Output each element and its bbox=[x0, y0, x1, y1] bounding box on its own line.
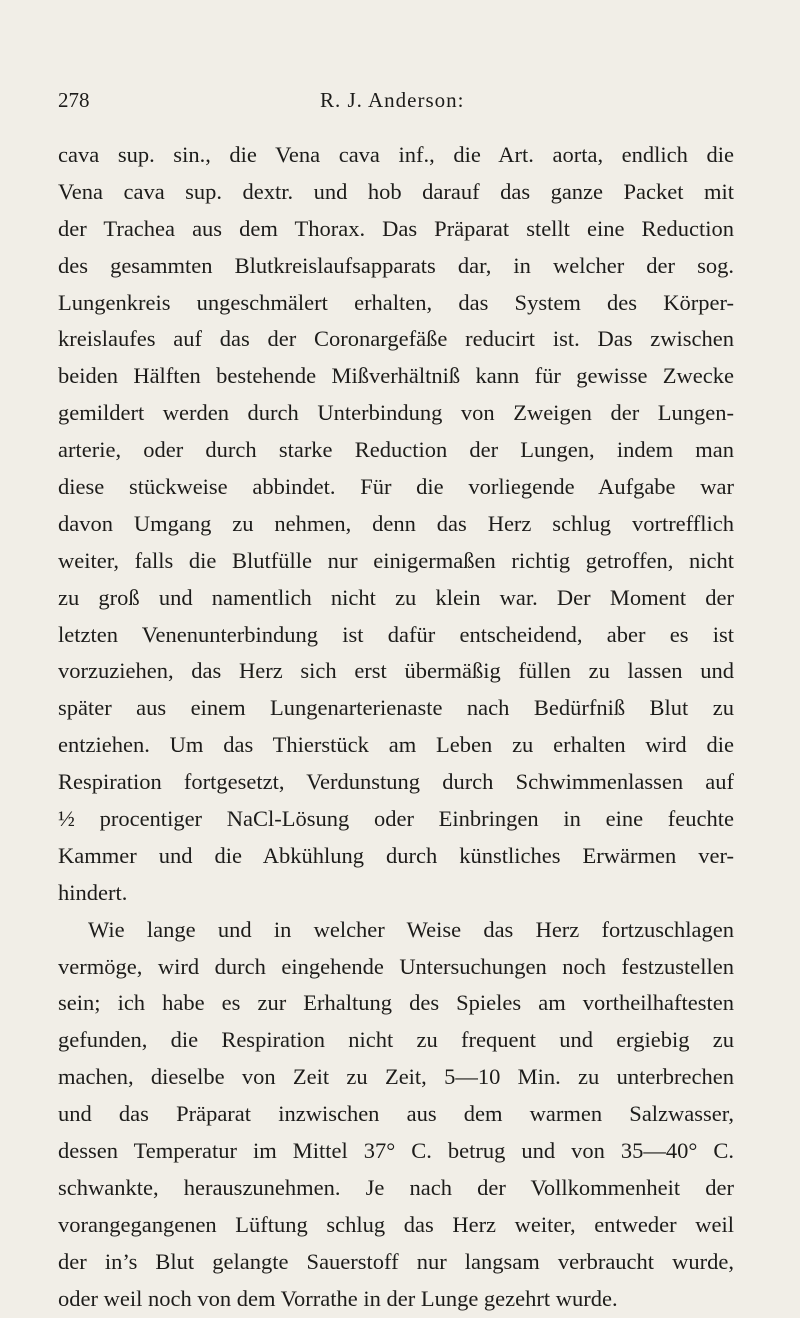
text-line: ½ procentiger NaCl-Lösung oder Einbringen in eine feuchte bbox=[58, 806, 734, 832]
text-line: Lungenkreis ungeschmälert erhalten, das System des Körper- bbox=[58, 289, 734, 315]
text-line: diese stückweise abbindet. Für die vorliegende Aufgabe war bbox=[58, 474, 734, 500]
text-line: Wie lange und in welcher Weise das Herz fortzuschlagen bbox=[88, 916, 734, 942]
text-line: schwankte, herauszunehmen. Je nach der Vollkommenheit der bbox=[58, 1174, 734, 1200]
text-line: der in’s Blut gelangte Sauerstoff nur langsam verbraucht wurde, bbox=[58, 1248, 734, 1274]
text-line: gefunden, die Respiration nicht zu frequent und ergiebig zu bbox=[58, 1027, 734, 1053]
text-line: sein; ich habe es zur Erhaltung des Spieles am vortheilhaftesten bbox=[58, 990, 734, 1016]
page-header bbox=[58, 88, 734, 116]
text-line: und das Präparat inzwischen aus dem warmen Salzwasser, bbox=[58, 1101, 734, 1127]
text-line: hindert. bbox=[58, 879, 128, 905]
text-line: des gesammten Blutkreislaufsapparats dar, in welcher der sog. bbox=[58, 252, 734, 278]
text-line: vorzuziehen, das Herz sich erst übermäßig füllen zu lassen und bbox=[58, 658, 734, 684]
text-line: gemildert werden durch Unterbindung von Zweigen der Lungen- bbox=[58, 400, 734, 426]
text-line: machen, dieselbe von Zeit zu Zeit, 5—10 Min. zu unterbrechen bbox=[58, 1064, 734, 1090]
text-line: Kammer und die Abkühlung durch künstliches Erwärmen ver- bbox=[58, 842, 734, 868]
text-line: oder weil noch von dem Vorrathe in der Lunge gezehrt wurde. bbox=[58, 1285, 618, 1311]
text-line: vermöge, wird durch eingehende Untersuchungen noch festzustellen bbox=[58, 953, 734, 979]
text-line: später aus einem Lungenarterienaste nach Bedürfniß Blut zu bbox=[58, 695, 734, 721]
running-head: R. J. Anderson: bbox=[320, 88, 465, 112]
text-line: zu groß und namentlich nicht zu klein war. Der Moment der bbox=[58, 584, 734, 610]
paragraph bbox=[58, 137, 734, 912]
text-line: beiden Hälften bestehende Mißverhältniß kann für gewisse Zwecke bbox=[58, 363, 734, 389]
text-line: entziehen. Um das Thierstück am Leben zu erhalten wird die bbox=[58, 732, 734, 758]
page-number: 278 bbox=[58, 88, 90, 112]
text-line: vorangegangenen Lüftung schlug das Herz weiter, entweder weil bbox=[58, 1211, 734, 1237]
text-line: Vena cava sup. dextr. und hob darauf das ganze Packet mit bbox=[58, 178, 734, 204]
text-line: cava sup. sin., die Vena cava inf., die Art. aorta, endlich die bbox=[58, 142, 734, 167]
text-line: letzten Venenunterbindung ist dafür entscheidend, aber es ist bbox=[58, 621, 734, 647]
text-line: dessen Temperatur im Mittel 37° C. betrug und von 35—40° C. bbox=[58, 1138, 734, 1164]
text-line: Respiration fortgesetzt, Verdunstung durch Schwimmenlassen auf bbox=[58, 769, 734, 795]
text-line: kreislaufes auf das der Coronargefäße reducirt ist. Das zwischen bbox=[58, 326, 734, 352]
text-line: davon Umgang zu nehmen, denn das Herz schlug vortrefflich bbox=[58, 510, 734, 536]
text-line: weiter, falls die Blutfülle nur einigermaßen richtig getroffen, nicht bbox=[58, 547, 734, 573]
paragraph bbox=[58, 912, 734, 1318]
body-text bbox=[58, 137, 734, 1318]
text-line: der Trachea aus dem Thorax. Das Präparat stellt eine Reduction bbox=[58, 215, 734, 241]
text-line: arterie, oder durch starke Reduction der Lungen, indem man bbox=[58, 437, 734, 463]
